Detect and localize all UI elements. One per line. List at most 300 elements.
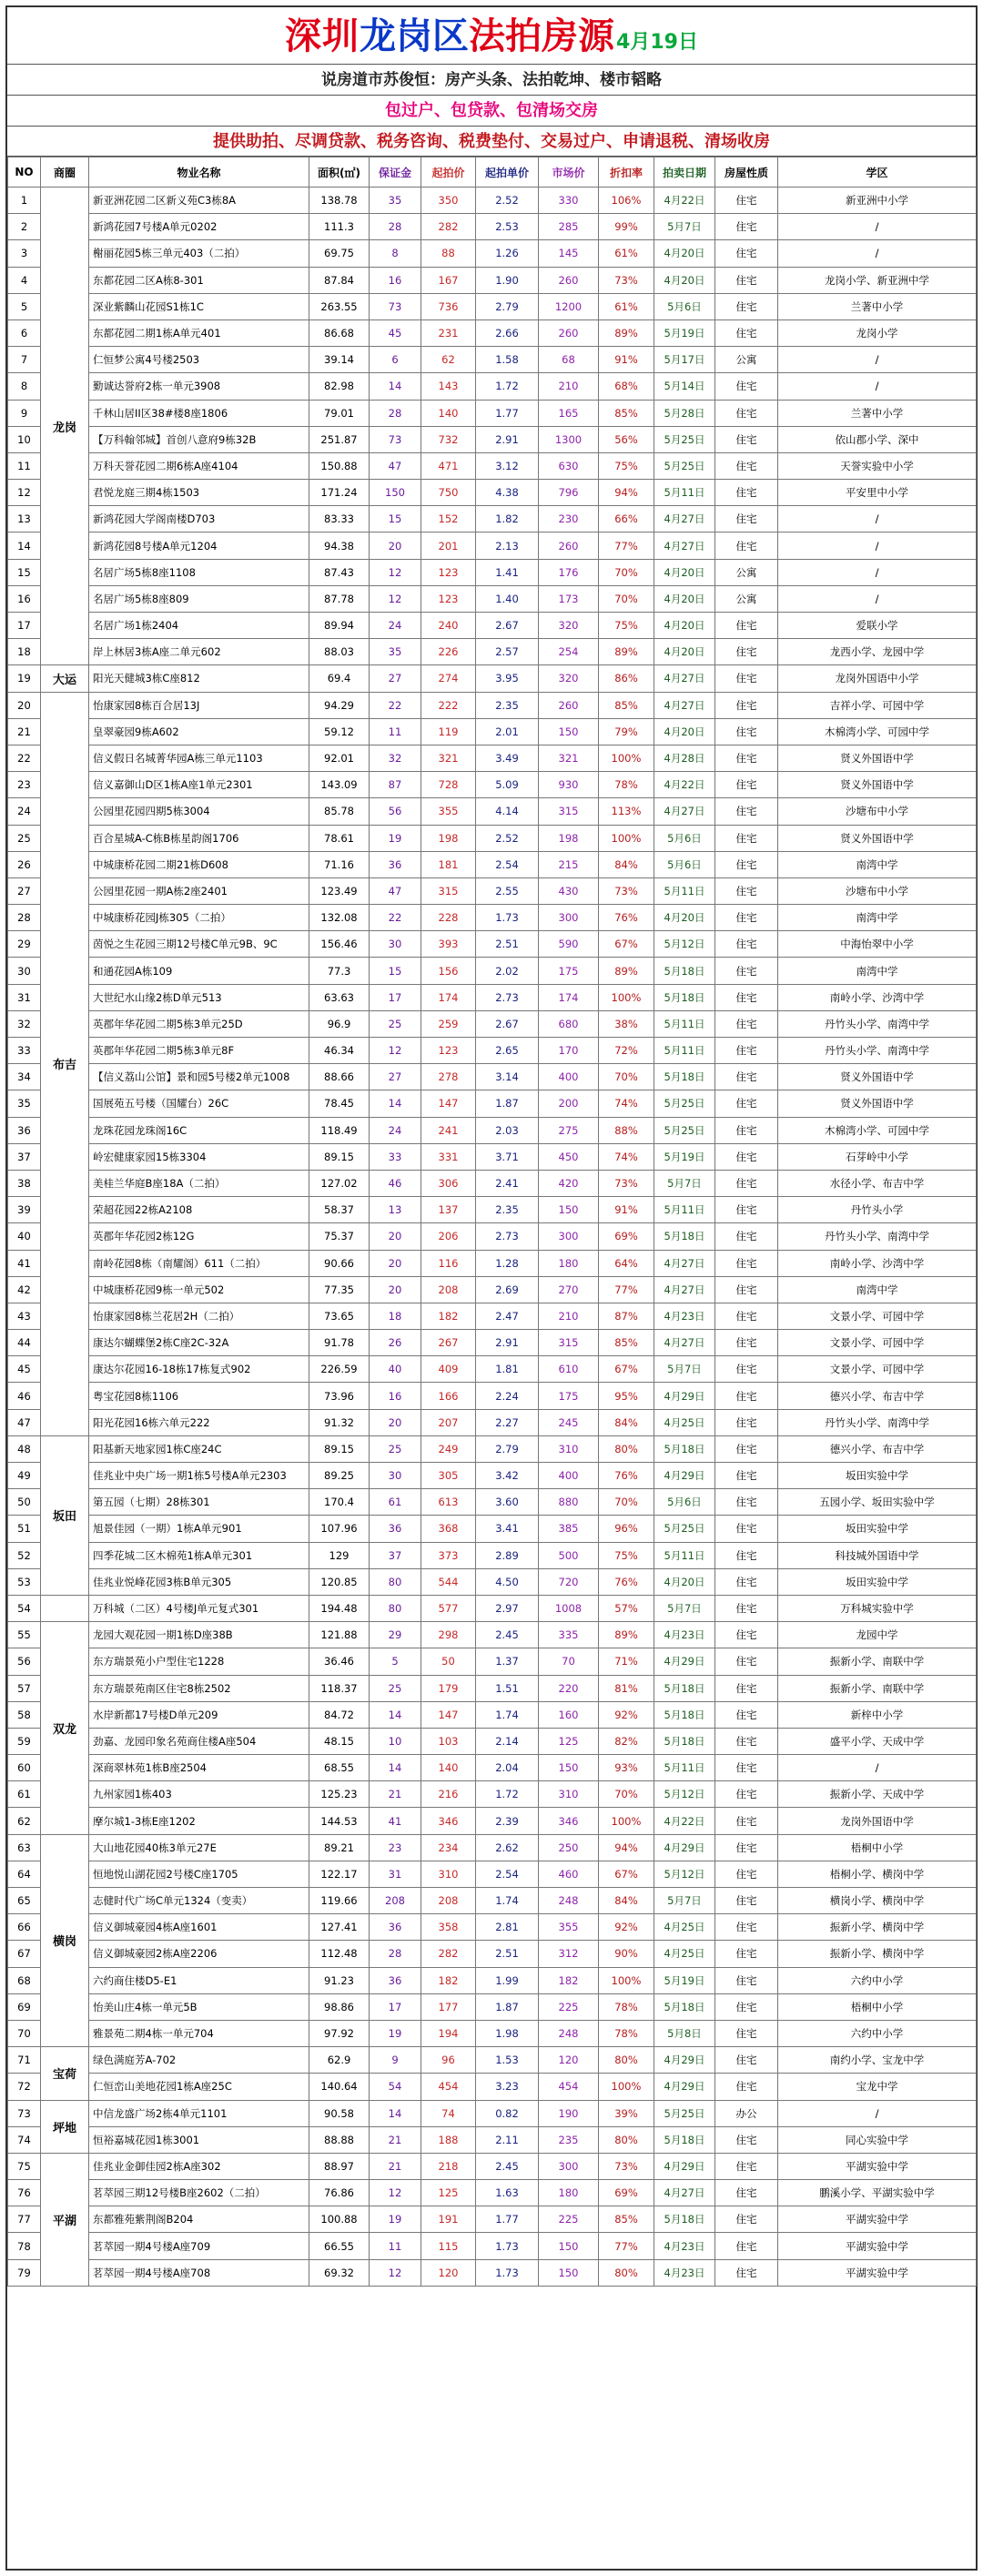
cell-type: 住宅 bbox=[715, 1568, 778, 1595]
cell-size: 121.88 bbox=[309, 1622, 370, 1648]
cell-auction-date: 4月20日 bbox=[654, 585, 715, 612]
cell-market-price: 310 bbox=[539, 1435, 599, 1462]
cell-school: 宝龙中学 bbox=[778, 2074, 977, 2100]
cell-discount: 96% bbox=[599, 1516, 654, 1542]
cell-size: 78.61 bbox=[309, 825, 370, 851]
cell-school: 平湖实验中学 bbox=[778, 2153, 977, 2179]
col-header-discount: 折扣率 bbox=[599, 157, 654, 188]
cell-deposit: 15 bbox=[370, 506, 421, 532]
cell-market-price: 180 bbox=[539, 1250, 599, 1276]
cell-area: 大运 bbox=[41, 665, 89, 692]
cell-start-price: 201 bbox=[421, 532, 476, 559]
table-row bbox=[8, 2047, 977, 2074]
cell-unit-price: 2.51 bbox=[476, 1941, 539, 1967]
table-row bbox=[8, 480, 977, 506]
cell-school: 新梓中小学 bbox=[778, 1701, 977, 1728]
cell-type: 公寓 bbox=[715, 559, 778, 585]
cell-type: 住宅 bbox=[715, 1197, 778, 1223]
cell-unit-price: 1.73 bbox=[476, 905, 539, 931]
table-row bbox=[8, 400, 977, 426]
cell-auction-date: 4月23日 bbox=[654, 2259, 715, 2286]
cell-deposit: 41 bbox=[370, 1808, 421, 1834]
cell-unit-price: 2.13 bbox=[476, 532, 539, 559]
cell-market-price: 165 bbox=[539, 400, 599, 426]
cell-auction-date: 4月22日 bbox=[654, 188, 715, 214]
cell-discount: 70% bbox=[599, 559, 654, 585]
cell-no: 54 bbox=[8, 1595, 41, 1621]
cell-type: 住宅 bbox=[715, 1622, 778, 1648]
cell-unit-price: 0.82 bbox=[476, 2100, 539, 2126]
cell-property: 康达尔蝴蝶堡2栋C座2C-32A bbox=[89, 1330, 309, 1356]
cell-discount: 84% bbox=[599, 1888, 654, 1914]
cell-unit-price: 2.81 bbox=[476, 1914, 539, 1941]
cell-school: 振新小学、横岗中学 bbox=[778, 1914, 977, 1941]
cell-market-price: 420 bbox=[539, 1170, 599, 1196]
table-row bbox=[8, 1170, 977, 1196]
cell-type: 住宅 bbox=[715, 1090, 778, 1117]
cell-deposit: 16 bbox=[370, 1383, 421, 1409]
cell-area: 平湖 bbox=[41, 2153, 89, 2286]
cell-school: 南岭小学、沙湾中学 bbox=[778, 984, 977, 1010]
col-header-area: 商圈 bbox=[41, 157, 89, 188]
cell-auction-date: 4月27日 bbox=[654, 1250, 715, 1276]
cell-unit-price: 1.74 bbox=[476, 1888, 539, 1914]
cell-type: 住宅 bbox=[715, 2259, 778, 2286]
cell-school: 兰著中小学 bbox=[778, 400, 977, 426]
cell-property: 中城康桥花园J栋305（二拍） bbox=[89, 905, 309, 931]
cell-deposit: 40 bbox=[370, 1356, 421, 1383]
cell-auction-date: 4月25日 bbox=[654, 1914, 715, 1941]
cell-deposit: 22 bbox=[370, 905, 421, 931]
cell-type: 住宅 bbox=[715, 240, 778, 267]
cell-type: 住宅 bbox=[715, 1675, 778, 1701]
table-body bbox=[8, 188, 977, 2287]
cell-size: 138.78 bbox=[309, 188, 370, 214]
cell-property: 英郡年华花园二期5栋3单元8F bbox=[89, 1038, 309, 1064]
cell-start-price: 331 bbox=[421, 1143, 476, 1170]
cell-unit-price: 1.90 bbox=[476, 267, 539, 293]
cell-no: 68 bbox=[8, 1967, 41, 1993]
cell-deposit: 80 bbox=[370, 1568, 421, 1595]
col-header-property: 物业名称 bbox=[89, 157, 309, 188]
cell-property: 恒地悦山湖花园2号楼C座1705 bbox=[89, 1861, 309, 1887]
cell-deposit: 20 bbox=[370, 1250, 421, 1276]
cell-market-price: 300 bbox=[539, 905, 599, 931]
cell-size: 63.63 bbox=[309, 984, 370, 1010]
table-row bbox=[8, 1303, 977, 1329]
cell-start-price: 194 bbox=[421, 2020, 476, 2046]
cell-property: 东都雅苑紫荆阁B204 bbox=[89, 2206, 309, 2233]
cell-deposit: 28 bbox=[370, 400, 421, 426]
cell-school: 六约中小学 bbox=[778, 1967, 977, 1993]
cell-unit-price: 1.28 bbox=[476, 1250, 539, 1276]
cell-unit-price: 3.71 bbox=[476, 1143, 539, 1170]
cell-no: 53 bbox=[8, 1568, 41, 1595]
cell-size: 58.37 bbox=[309, 1197, 370, 1223]
col-header-school: 学区 bbox=[778, 157, 977, 188]
table-row bbox=[8, 1383, 977, 1409]
cell-discount: 100% bbox=[599, 1967, 654, 1993]
cell-unit-price: 2.35 bbox=[476, 692, 539, 718]
cell-deposit: 47 bbox=[370, 452, 421, 479]
cell-unit-price: 1.82 bbox=[476, 506, 539, 532]
cell-auction-date: 4月29日 bbox=[654, 2074, 715, 2100]
cell-start-price: 182 bbox=[421, 1303, 476, 1329]
cell-auction-date: 5月18日 bbox=[654, 1701, 715, 1728]
cell-start-price: 208 bbox=[421, 1276, 476, 1303]
cell-deposit: 36 bbox=[370, 851, 421, 877]
cell-unit-price: 1.72 bbox=[476, 373, 539, 400]
cell-auction-date: 4月25日 bbox=[654, 1941, 715, 1967]
cell-no: 73 bbox=[8, 2100, 41, 2126]
table-row bbox=[8, 692, 977, 718]
cell-deposit: 9 bbox=[370, 2047, 421, 2074]
title-date: 4月19日 bbox=[616, 31, 698, 54]
cell-size: 97.92 bbox=[309, 2020, 370, 2046]
cell-no: 22 bbox=[8, 745, 41, 771]
table-row bbox=[8, 506, 977, 532]
table-row bbox=[8, 1834, 977, 1861]
cell-property: 茵悦之生花园三期12号楼C单元9B、9C bbox=[89, 931, 309, 958]
table-row bbox=[8, 1622, 977, 1648]
cell-start-price: 373 bbox=[421, 1542, 476, 1568]
cell-size: 79.01 bbox=[309, 400, 370, 426]
cell-start-price: 123 bbox=[421, 585, 476, 612]
cell-size: 91.32 bbox=[309, 1409, 370, 1435]
cell-unit-price: 3.60 bbox=[476, 1489, 539, 1516]
cell-discount: 64% bbox=[599, 1250, 654, 1276]
cell-size: 76.86 bbox=[309, 2180, 370, 2206]
table-row bbox=[8, 214, 977, 240]
cell-property: 中城康桥花园9栋一单元502 bbox=[89, 1276, 309, 1303]
cell-size: 112.48 bbox=[309, 1941, 370, 1967]
cell-area: 坂田 bbox=[41, 1435, 89, 1595]
table-row bbox=[8, 798, 977, 825]
table-row bbox=[8, 1143, 977, 1170]
cell-market-price: 321 bbox=[539, 745, 599, 771]
cell-size: 73.96 bbox=[309, 1383, 370, 1409]
cell-auction-date: 5月25日 bbox=[654, 1516, 715, 1542]
cell-deposit: 31 bbox=[370, 1861, 421, 1887]
cell-discount: 79% bbox=[599, 718, 654, 745]
cell-type: 住宅 bbox=[715, 1303, 778, 1329]
cell-property: 百合星城A-C栋B栋星韵阁1706 bbox=[89, 825, 309, 851]
cell-type: 住宅 bbox=[715, 1038, 778, 1064]
cell-start-price: 613 bbox=[421, 1489, 476, 1516]
cell-no: 59 bbox=[8, 1728, 41, 1754]
cell-no: 16 bbox=[8, 585, 41, 612]
cell-discount: 85% bbox=[599, 692, 654, 718]
table-row bbox=[8, 718, 977, 745]
cell-auction-date: 5月18日 bbox=[654, 1728, 715, 1754]
cell-unit-price: 1.53 bbox=[476, 2047, 539, 2074]
cell-type: 住宅 bbox=[715, 745, 778, 771]
cell-no: 47 bbox=[8, 1409, 41, 1435]
cell-type: 住宅 bbox=[715, 2233, 778, 2259]
cell-type: 住宅 bbox=[715, 718, 778, 745]
cell-deposit: 26 bbox=[370, 1330, 421, 1356]
cell-auction-date: 4月27日 bbox=[654, 532, 715, 559]
cell-start-price: 143 bbox=[421, 373, 476, 400]
cell-type: 住宅 bbox=[715, 1223, 778, 1250]
cell-type: 住宅 bbox=[715, 1941, 778, 1967]
cell-no: 48 bbox=[8, 1435, 41, 1462]
cell-auction-date: 5月11日 bbox=[654, 480, 715, 506]
cell-no: 10 bbox=[8, 426, 41, 452]
cell-discount: 77% bbox=[599, 2233, 654, 2259]
cell-property: 信义御城豪园2栋A座2206 bbox=[89, 1941, 309, 1967]
cell-school: 南岭小学、沙湾中学 bbox=[778, 1250, 977, 1276]
cell-type: 住宅 bbox=[715, 452, 778, 479]
cell-deposit: 25 bbox=[370, 1675, 421, 1701]
cell-market-price: 174 bbox=[539, 984, 599, 1010]
cell-market-price: 454 bbox=[539, 2074, 599, 2100]
cell-auction-date: 5月19日 bbox=[654, 319, 715, 346]
cell-market-price: 275 bbox=[539, 1117, 599, 1143]
cell-school: / bbox=[778, 585, 977, 612]
cell-market-price: 312 bbox=[539, 1941, 599, 1967]
cell-discount: 70% bbox=[599, 1064, 654, 1090]
cell-unit-price: 1.77 bbox=[476, 2206, 539, 2233]
cell-no: 79 bbox=[8, 2259, 41, 2286]
cell-start-price: 278 bbox=[421, 1064, 476, 1090]
cell-start-price: 544 bbox=[421, 1568, 476, 1595]
cell-property: 荣超花园22栋A2108 bbox=[89, 1197, 309, 1223]
cell-unit-price: 2.65 bbox=[476, 1038, 539, 1064]
cell-property: 中城康桥花园二期21栋D608 bbox=[89, 851, 309, 877]
cell-size: 59.12 bbox=[309, 718, 370, 745]
cell-unit-price: 2.73 bbox=[476, 984, 539, 1010]
cell-market-price: 245 bbox=[539, 1409, 599, 1435]
cell-discount: 38% bbox=[599, 1010, 654, 1037]
cell-area: 双龙 bbox=[41, 1622, 89, 1835]
cell-discount: 73% bbox=[599, 2153, 654, 2179]
cell-size: 171.24 bbox=[309, 480, 370, 506]
cell-size: 69.32 bbox=[309, 2259, 370, 2286]
cell-size: 83.33 bbox=[309, 506, 370, 532]
cell-deposit: 21 bbox=[370, 2153, 421, 2179]
cell-market-price: 176 bbox=[539, 559, 599, 585]
cell-school: 坂田实验中学 bbox=[778, 1463, 977, 1489]
cell-type: 住宅 bbox=[715, 506, 778, 532]
cell-size: 90.66 bbox=[309, 1250, 370, 1276]
cell-size: 94.38 bbox=[309, 532, 370, 559]
cell-property: 新鸿花园大学阁南楼D703 bbox=[89, 506, 309, 532]
cell-size: 89.15 bbox=[309, 1143, 370, 1170]
cell-no: 20 bbox=[8, 692, 41, 718]
cell-start-price: 306 bbox=[421, 1170, 476, 1196]
table-row bbox=[8, 1755, 977, 1781]
cell-type: 住宅 bbox=[715, 2047, 778, 2074]
cell-unit-price: 3.49 bbox=[476, 745, 539, 771]
cell-type: 住宅 bbox=[715, 1435, 778, 1462]
cell-discount: 78% bbox=[599, 772, 654, 798]
cell-size: 144.53 bbox=[309, 1808, 370, 1834]
cell-size: 85.78 bbox=[309, 798, 370, 825]
table-row bbox=[8, 931, 977, 958]
cell-school: 南湾中学 bbox=[778, 1276, 977, 1303]
cell-no: 55 bbox=[8, 1622, 41, 1648]
cell-discount: 91% bbox=[599, 1197, 654, 1223]
cell-discount: 69% bbox=[599, 1223, 654, 1250]
cell-discount: 70% bbox=[599, 1781, 654, 1808]
cell-property: 皇翠豪园9栋A602 bbox=[89, 718, 309, 745]
cell-market-price: 125 bbox=[539, 1728, 599, 1754]
cell-unit-price: 4.50 bbox=[476, 1568, 539, 1595]
cell-market-price: 248 bbox=[539, 1888, 599, 1914]
cell-start-price: 125 bbox=[421, 2180, 476, 2206]
page-title bbox=[0, 7, 983, 62]
cell-deposit: 23 bbox=[370, 1834, 421, 1861]
cell-auction-date: 5月6日 bbox=[654, 825, 715, 851]
cell-auction-date: 5月12日 bbox=[654, 1861, 715, 1887]
cell-type: 住宅 bbox=[715, 1383, 778, 1409]
table-row bbox=[8, 1064, 977, 1090]
cell-school: 平湖实验中学 bbox=[778, 2206, 977, 2233]
cell-start-price: 137 bbox=[421, 1197, 476, 1223]
cell-no: 49 bbox=[8, 1463, 41, 1489]
cell-market-price: 150 bbox=[539, 1197, 599, 1223]
cell-auction-date: 4月20日 bbox=[654, 559, 715, 585]
cell-market-price: 68 bbox=[539, 347, 599, 373]
cell-deposit: 14 bbox=[370, 373, 421, 400]
cell-start-price: 577 bbox=[421, 1595, 476, 1621]
cell-market-price: 250 bbox=[539, 1834, 599, 1861]
cell-auction-date: 5月18日 bbox=[654, 2206, 715, 2233]
cell-discount: 99% bbox=[599, 214, 654, 240]
cell-type: 住宅 bbox=[715, 1463, 778, 1489]
cell-property: 新鸿花园7号楼A单元0202 bbox=[89, 214, 309, 240]
cell-auction-date: 4月27日 bbox=[654, 1276, 715, 1303]
cell-size: 69.75 bbox=[309, 240, 370, 267]
cell-area: 龙岗 bbox=[41, 188, 89, 665]
cell-market-price: 430 bbox=[539, 877, 599, 904]
cell-size: 94.29 bbox=[309, 692, 370, 718]
cell-auction-date: 4月25日 bbox=[654, 1409, 715, 1435]
cell-no: 32 bbox=[8, 1010, 41, 1037]
cell-discount: 56% bbox=[599, 426, 654, 452]
cell-no: 24 bbox=[8, 798, 41, 825]
cell-school: / bbox=[778, 532, 977, 559]
table-row bbox=[8, 188, 977, 214]
cell-school: 鹏溪小学、平湖实验中学 bbox=[778, 2180, 977, 2206]
table-row bbox=[8, 1967, 977, 1993]
cell-property: 深业紫麟山花园S1栋1C bbox=[89, 293, 309, 319]
cell-start-price: 355 bbox=[421, 798, 476, 825]
cell-school: 万科城实验中学 bbox=[778, 1595, 977, 1621]
cell-property: 美桂兰华庭B座18A（二拍） bbox=[89, 1170, 309, 1196]
cell-start-price: 208 bbox=[421, 1888, 476, 1914]
cell-size: 96.9 bbox=[309, 1010, 370, 1037]
cell-property: 信义假日名城菁华园A栋三单元1103 bbox=[89, 745, 309, 771]
cell-type: 住宅 bbox=[715, 905, 778, 931]
cell-unit-price: 1.41 bbox=[476, 559, 539, 585]
cell-deposit: 87 bbox=[370, 772, 421, 798]
cell-discount: 81% bbox=[599, 1675, 654, 1701]
cell-unit-price: 2.24 bbox=[476, 1383, 539, 1409]
cell-auction-date: 5月7日 bbox=[654, 1595, 715, 1621]
cell-discount: 67% bbox=[599, 931, 654, 958]
cell-no: 64 bbox=[8, 1861, 41, 1887]
table-row bbox=[8, 2020, 977, 2046]
cell-type: 住宅 bbox=[715, 1409, 778, 1435]
cell-start-price: 736 bbox=[421, 293, 476, 319]
cell-deposit: 17 bbox=[370, 984, 421, 1010]
cell-market-price: 180 bbox=[539, 2180, 599, 2206]
table-row bbox=[8, 1675, 977, 1701]
cell-property: 东方瑞景苑小户型住宅1228 bbox=[89, 1648, 309, 1675]
cell-school: 文景小学、可园中学 bbox=[778, 1330, 977, 1356]
cell-property: 旭景佳园（一期）1栋A单元901 bbox=[89, 1516, 309, 1542]
cell-market-price: 1300 bbox=[539, 426, 599, 452]
cell-type: 住宅 bbox=[715, 1516, 778, 1542]
cell-discount: 77% bbox=[599, 532, 654, 559]
cell-unit-price: 1.51 bbox=[476, 1675, 539, 1701]
cell-property: 阳光天健城3栋C座812 bbox=[89, 665, 309, 692]
cell-no: 39 bbox=[8, 1197, 41, 1223]
cell-no: 5 bbox=[8, 293, 41, 319]
cell-no: 30 bbox=[8, 958, 41, 984]
cell-market-price: 320 bbox=[539, 665, 599, 692]
table-row bbox=[8, 639, 977, 665]
cell-property: 公园里花园一期A栋2座2401 bbox=[89, 877, 309, 904]
cell-start-price: 88 bbox=[421, 240, 476, 267]
table-row bbox=[8, 2126, 977, 2153]
cell-deposit: 24 bbox=[370, 1117, 421, 1143]
table-row bbox=[8, 426, 977, 452]
cell-type: 住宅 bbox=[715, 984, 778, 1010]
cell-no: 66 bbox=[8, 1914, 41, 1941]
cell-discount: 87% bbox=[599, 1303, 654, 1329]
table-row bbox=[8, 1542, 977, 1568]
cell-start-price: 188 bbox=[421, 2126, 476, 2153]
cell-property: 信义嘉御山D区1栋A座1单元2301 bbox=[89, 772, 309, 798]
cell-type: 住宅 bbox=[715, 1834, 778, 1861]
cell-deposit: 19 bbox=[370, 825, 421, 851]
cell-area: 宝荷 bbox=[41, 2047, 89, 2100]
cell-unit-price: 2.54 bbox=[476, 851, 539, 877]
cell-discount: 75% bbox=[599, 613, 654, 639]
cell-unit-price: 2.66 bbox=[476, 319, 539, 346]
cell-market-price: 260 bbox=[539, 532, 599, 559]
cell-market-price: 170 bbox=[539, 1038, 599, 1064]
cell-school: 木棉湾小学、可园中学 bbox=[778, 1117, 977, 1143]
cell-no: 37 bbox=[8, 1143, 41, 1170]
cell-school: 丹竹头小学、南湾中学 bbox=[778, 1409, 977, 1435]
cell-property: 龙珠花园龙珠阁16C bbox=[89, 1117, 309, 1143]
cell-property: 东方瑞景苑南区住宅8栋2502 bbox=[89, 1675, 309, 1701]
cell-property: 劲嘉、龙园印象名苑商住楼A座504 bbox=[89, 1728, 309, 1754]
cell-type: 公寓 bbox=[715, 347, 778, 373]
cell-no: 67 bbox=[8, 1941, 41, 1967]
cell-start-price: 282 bbox=[421, 1941, 476, 1967]
cell-discount: 86% bbox=[599, 665, 654, 692]
cell-unit-price: 1.73 bbox=[476, 2233, 539, 2259]
cell-unit-price: 2.53 bbox=[476, 214, 539, 240]
cell-school: 振新小学、天成中学 bbox=[778, 1781, 977, 1808]
cell-market-price: 200 bbox=[539, 1090, 599, 1117]
col-header-auction-date: 拍卖日期 bbox=[654, 157, 715, 188]
cell-discount: 61% bbox=[599, 240, 654, 267]
cell-auction-date: 5月18日 bbox=[654, 1223, 715, 1250]
col-header-no: NO bbox=[8, 157, 41, 188]
cell-property: 勤诚达誉府2栋一单元3908 bbox=[89, 373, 309, 400]
cell-auction-date: 5月14日 bbox=[654, 373, 715, 400]
cell-unit-price: 2.14 bbox=[476, 1728, 539, 1754]
cell-no: 63 bbox=[8, 1834, 41, 1861]
cell-unit-price: 2.52 bbox=[476, 188, 539, 214]
cell-market-price: 230 bbox=[539, 506, 599, 532]
